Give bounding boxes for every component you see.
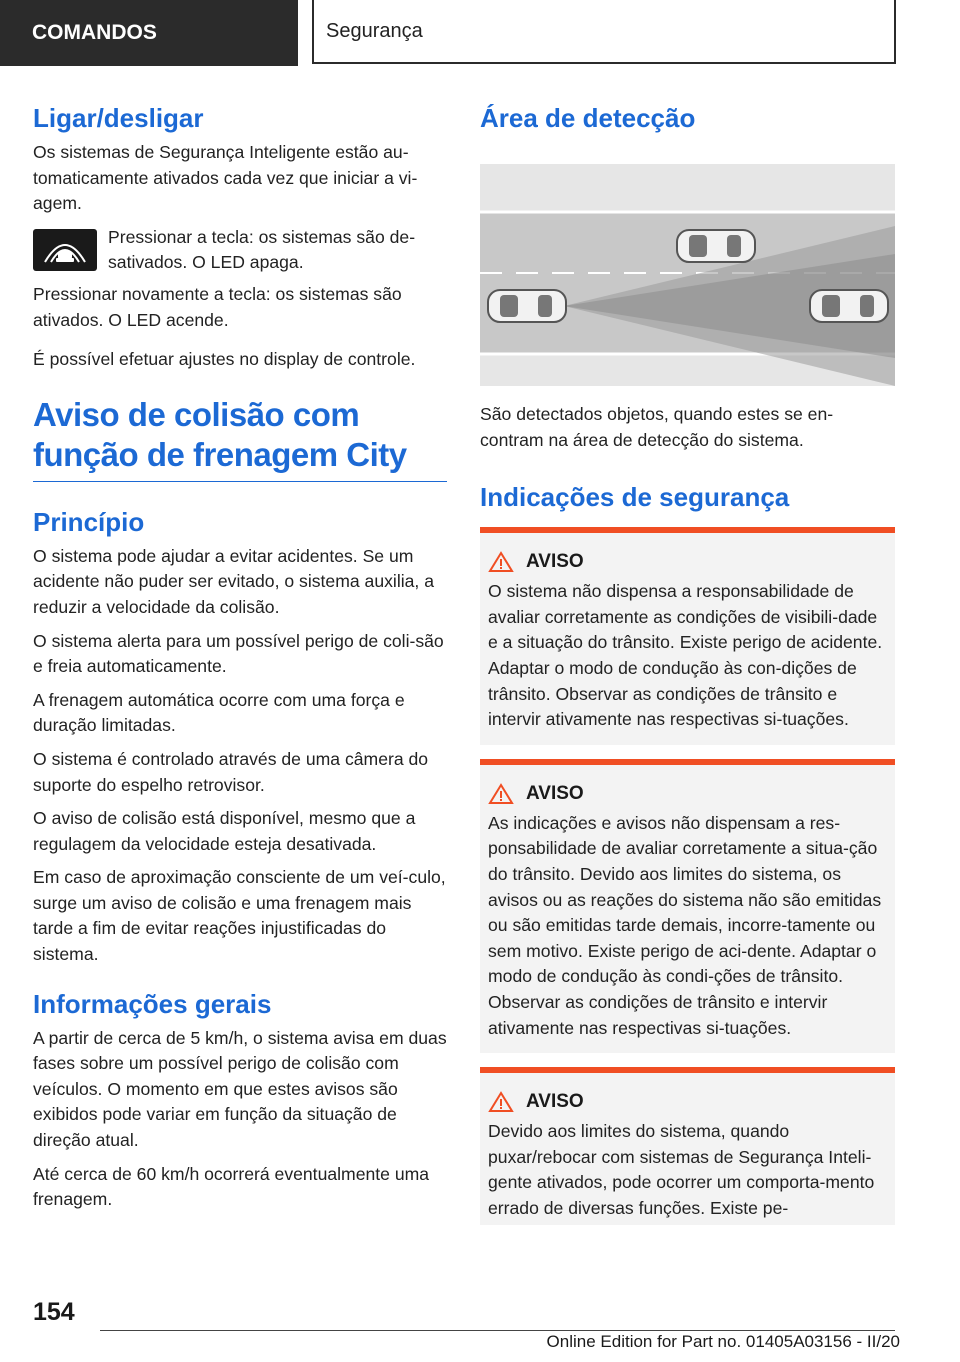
left-column xyxy=(33,100,447,1221)
principle-paragraph: O sistema alerta para um possível perigo de coli-são e freia automaticamente. xyxy=(33,630,444,677)
info-paragraph: Até cerca de 60 km/h ocorrerá eventualmente uma frenagem. xyxy=(33,1163,430,1210)
subsection-tab: Segurança xyxy=(312,0,896,64)
heading-detection-area: Área de detecção xyxy=(480,103,696,133)
paragraph-on-off: Os sistemas de Segurança Inteligente estão au-tomaticamente ativados cada vez que iniciar a vi-agem. xyxy=(33,142,418,214)
warning-title: AVISO xyxy=(526,782,584,804)
paragraph-detection: São detectados objetos, quando estes se en-contram na área de detecção do sistema. xyxy=(480,404,834,450)
warning-text: O sistema não dispensa a responsabilidade de avaliar corretamente as condições de visibili-dade e a situação do trânsito. Existe perigo de acidente. Adaptar o modo de condução às con-dições de trânsito. Observar as condições de trânsito e intervir ativamente nas respectivas si-tuações. xyxy=(488,581,883,730)
car-own-icon xyxy=(488,290,566,322)
warning-title: AVISO xyxy=(526,1091,584,1113)
heading-principle: Princípio xyxy=(33,506,145,537)
warning-text: Devido aos limites do sistema, quando puxar/rebocar com sistemas de Segurança Inteli-gente ativados, pode ocorrer um comporta-mento errado de diversas funções. Existe pe- xyxy=(488,1121,875,1218)
warning-box xyxy=(480,759,895,1053)
info-paragraph: A partir de cerca de 5 km/h, o sistema avisa em duas fases sobre um possível perigo de colisão com veículos. O momento em que estes avisos são exibidos pode variar em função da situação de direção atual. xyxy=(33,1027,447,1151)
warning-box xyxy=(480,1067,895,1225)
detection-area-illustration xyxy=(480,164,895,386)
car-ahead-icon xyxy=(810,290,888,322)
principle-paragraph: O aviso de colisão está disponível, mesmo que a regulagem da velocidade esteja desativada. xyxy=(33,808,416,854)
page-footer xyxy=(0,1290,960,1362)
main-heading: Aviso de colisão com função de frenagem City xyxy=(33,395,447,482)
heading-safety: Indicações de segurança xyxy=(480,482,790,513)
edition-note: Online Edition for Part no. 01405A03156 - II/20 xyxy=(546,1332,900,1351)
principle-paragraph: A frenagem automática ocorre com uma força e duração limitadas. xyxy=(33,689,405,736)
page-number: 154 xyxy=(33,1298,75,1326)
button-instruction xyxy=(33,225,447,276)
heading-general-info: Informações gerais xyxy=(33,988,272,1019)
principle-paragraph: O sistema pode ajudar a evitar acidentes. Se um acidente não puder ser evitado, o sistema auxilia, a reduzir a velocidade da colisão. xyxy=(33,545,434,617)
safety-button-icon xyxy=(33,229,97,271)
principle-paragraph: O sistema é controlado através de uma câmera do suporte do espelho retrovisor. xyxy=(33,748,429,795)
right-column xyxy=(480,100,895,1239)
warning-box xyxy=(480,527,895,745)
paragraph-press: Pressionar a tecla: os sistemas são de-sativados. O LED apaga. xyxy=(108,226,416,273)
warning-title: AVISO xyxy=(526,551,584,573)
warning-triangle-icon xyxy=(488,1091,514,1113)
warning-text: As indicações e avisos não dispensam a res-ponsabilidade de avaliar corretamente a situa-ção do trânsito. Devido aos limites do sistema, os avisos ou as reações do sistema não são emitidas ou são emitidas tarde demais, incorre-tamente ou sem motivo. Existe perigo de aci-dente. Adaptar o modo de condução às condi-ções de trânsito. Observar as condições de trânsito e intervir ativamente nas respectivas si-tuações. xyxy=(488,812,882,1038)
warning-triangle-icon xyxy=(488,783,514,805)
paragraph-display: É possível efetuar ajustes no display de controle. xyxy=(33,349,416,370)
principle-paragraph: Em caso de aproximação consciente de um veí-culo, surge um aviso de colisão e uma frenagem mais tarde a fim de evitar reações injustificadas do sistema. xyxy=(33,867,446,965)
heading-on-off: Ligar/desligar xyxy=(33,103,204,133)
page-header xyxy=(0,0,960,66)
section-tab: COMANDOS xyxy=(0,0,298,66)
footer-divider xyxy=(100,1330,895,1331)
warning-triangle-icon xyxy=(488,551,514,573)
paragraph-press-again: Pressionar novamente a tecla: os sistemas são ativados. O LED acende. xyxy=(33,283,402,330)
car-front-icon xyxy=(677,230,755,262)
